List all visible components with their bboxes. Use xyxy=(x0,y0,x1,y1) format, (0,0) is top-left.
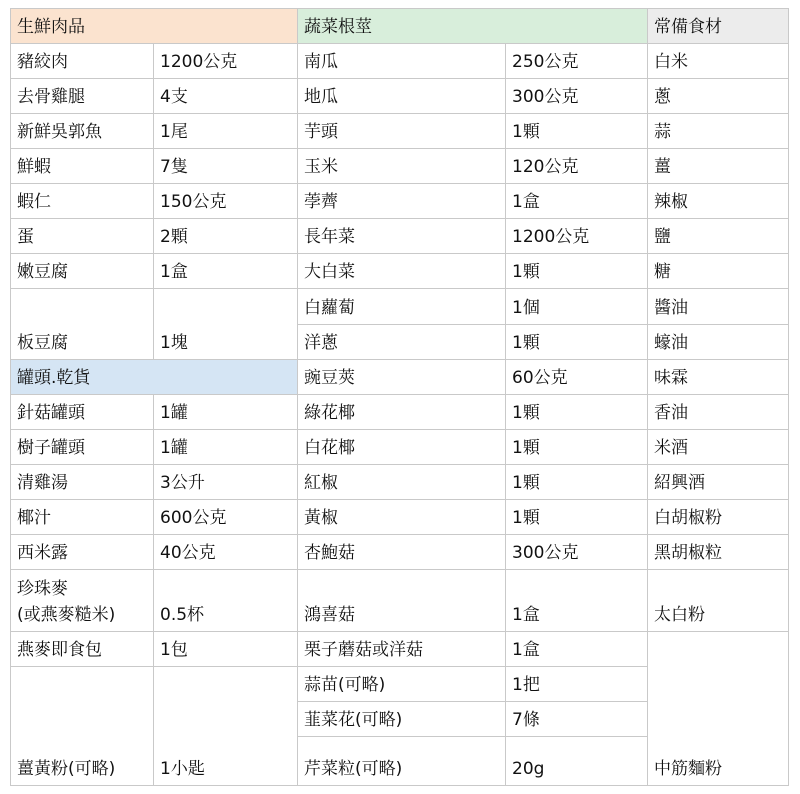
canned-name: 清雞湯 xyxy=(17,473,68,493)
header-veg[interactable] xyxy=(297,8,648,44)
pantry-item: 香油 xyxy=(654,403,688,423)
meat-qty-cell[interactable] xyxy=(153,253,298,289)
veg-name: 玉米 xyxy=(304,157,338,177)
veg-qty-cell[interactable] xyxy=(505,666,648,702)
veg-name: 白蘿蔔 xyxy=(304,298,355,318)
veg-name: 栗子蘑菇或洋菇 xyxy=(304,640,423,660)
veg-qty: 7條 xyxy=(512,710,540,730)
veg-name-cell[interactable] xyxy=(297,78,506,114)
veg-qty-cell[interactable] xyxy=(505,701,648,737)
pantry-item: 白胡椒粉 xyxy=(654,508,722,528)
veg-name-cell[interactable] xyxy=(297,359,506,395)
veg-qty: 1顆 xyxy=(512,122,540,142)
veg-qty: 1盒 xyxy=(512,640,540,660)
pantry-cell[interactable] xyxy=(647,569,789,632)
veg-name-cell[interactable] xyxy=(297,324,506,360)
veg-name-cell[interactable] xyxy=(297,736,506,786)
meat-name-cell[interactable] xyxy=(10,218,154,254)
meat-name: 蛋 xyxy=(17,227,34,247)
header-meat-label: 生鮮肉品 xyxy=(17,17,85,37)
veg-name-cell[interactable] xyxy=(297,631,506,667)
veg-name-cell[interactable] xyxy=(297,288,506,325)
veg-name: 杏鮑菇 xyxy=(304,543,355,563)
canned-name: 樹子罐頭 xyxy=(17,438,85,458)
pantry-item: 中筋麵粉 xyxy=(654,759,722,779)
pantry-cell[interactable] xyxy=(647,218,789,254)
header-pantry-label: 常備食材 xyxy=(654,17,722,37)
veg-qty-cell[interactable] xyxy=(505,359,648,395)
veg-name-cell[interactable] xyxy=(297,569,506,632)
veg-qty: 300公克 xyxy=(512,87,579,107)
veg-qty-cell[interactable] xyxy=(505,569,648,632)
canned-qty: 600公克 xyxy=(160,508,227,528)
canned-qty: 40公克 xyxy=(160,543,216,563)
veg-qty-cell[interactable] xyxy=(505,113,648,149)
pantry-item: 米酒 xyxy=(654,438,688,458)
veg-qty-cell[interactable] xyxy=(505,78,648,114)
veg-name-cell[interactable] xyxy=(297,183,506,219)
pantry-cell[interactable] xyxy=(647,464,789,500)
meat-name-cell[interactable] xyxy=(10,43,154,79)
pantry-item: 味霖 xyxy=(654,368,688,388)
header-canned-label: 罐頭.乾貨 xyxy=(17,368,91,388)
canned-name: 薑黃粉(可略) xyxy=(17,759,116,779)
canned-qty: 1罐 xyxy=(160,403,188,423)
canned-qty: 0.5杯 xyxy=(160,605,205,625)
veg-qty: 1把 xyxy=(512,675,540,695)
veg-name-cell[interactable] xyxy=(297,253,506,289)
veg-qty: 250公克 xyxy=(512,52,579,72)
canned-name-cell[interactable] xyxy=(10,429,154,465)
canned-qty: 3公升 xyxy=(160,473,205,493)
veg-name-cell[interactable] xyxy=(297,666,506,702)
veg-name-cell[interactable] xyxy=(297,218,506,254)
canned-qty-cell[interactable] xyxy=(153,499,298,535)
canned-qty: 1小匙 xyxy=(160,759,205,779)
veg-qty: 20g xyxy=(512,759,545,779)
meat-qty: 4支 xyxy=(160,87,188,107)
pantry-cell[interactable] xyxy=(647,359,789,395)
veg-name: 地瓜 xyxy=(304,87,338,107)
meat-name: 鮮蝦 xyxy=(17,157,51,177)
veg-qty-cell[interactable] xyxy=(505,288,648,325)
canned-name-cell[interactable] xyxy=(10,499,154,535)
veg-qty-cell[interactable] xyxy=(505,43,648,79)
meat-qty: 150公克 xyxy=(160,192,227,212)
veg-qty-cell[interactable] xyxy=(505,148,648,184)
pantry-cell[interactable] xyxy=(647,78,789,114)
veg-qty: 1顆 xyxy=(512,508,540,528)
canned-qty: 1罐 xyxy=(160,438,188,458)
meat-name-cell[interactable] xyxy=(10,288,154,360)
veg-qty: 120公克 xyxy=(512,157,579,177)
pantry-cell[interactable] xyxy=(647,113,789,149)
header-pantry[interactable] xyxy=(647,8,789,44)
pantry-item: 醬油 xyxy=(654,298,688,318)
canned-qty-cell[interactable] xyxy=(153,666,298,786)
veg-name-cell[interactable] xyxy=(297,534,506,570)
canned-name-cell[interactable] xyxy=(10,464,154,500)
veg-qty-cell[interactable] xyxy=(505,218,648,254)
veg-name-cell[interactable] xyxy=(297,429,506,465)
meat-qty-cell[interactable] xyxy=(153,113,298,149)
veg-name: 黃椒 xyxy=(304,508,338,528)
pantry-cell[interactable] xyxy=(647,631,789,786)
canned-qty-cell[interactable] xyxy=(153,429,298,465)
canned-qty-cell[interactable] xyxy=(153,394,298,430)
veg-name: 紅椒 xyxy=(304,473,338,493)
pantry-item: 薑 xyxy=(654,157,671,177)
meat-qty: 1200公克 xyxy=(160,52,238,72)
meat-name-cell[interactable] xyxy=(10,113,154,149)
meat-name: 新鮮吳郭魚 xyxy=(17,122,102,142)
veg-name: 荸薺 xyxy=(304,192,338,212)
canned-qty: 1包 xyxy=(160,640,188,660)
pantry-item: 紹興酒 xyxy=(654,473,705,493)
veg-qty-cell[interactable] xyxy=(505,499,648,535)
veg-qty: 1個 xyxy=(512,298,540,318)
meat-qty-cell[interactable] xyxy=(153,43,298,79)
veg-qty-cell[interactable] xyxy=(505,253,648,289)
canned-qty-cell[interactable] xyxy=(153,569,298,632)
header-canned[interactable] xyxy=(10,359,298,395)
pantry-item: 糖 xyxy=(654,262,671,282)
meat-name: 去骨雞腿 xyxy=(17,87,85,107)
canned-name-cell[interactable] xyxy=(10,631,154,667)
veg-name-cell[interactable] xyxy=(297,113,506,149)
canned-name-line1: 珍珠麥 xyxy=(17,579,68,599)
pantry-cell[interactable] xyxy=(647,183,789,219)
pantry-cell[interactable] xyxy=(647,148,789,184)
veg-name: 蒜苗(可略) xyxy=(304,675,386,695)
pantry-cell[interactable] xyxy=(647,324,789,360)
pantry-item: 白米 xyxy=(654,52,688,72)
veg-name: 大白菜 xyxy=(304,262,355,282)
meat-qty: 7隻 xyxy=(160,157,188,177)
pantry-cell[interactable] xyxy=(647,253,789,289)
canned-name-cell[interactable] xyxy=(10,394,154,430)
canned-name: 燕麥即食包 xyxy=(17,640,102,660)
pantry-cell[interactable] xyxy=(647,43,789,79)
pantry-item: 黑胡椒粒 xyxy=(654,543,722,563)
veg-qty-cell[interactable] xyxy=(505,534,648,570)
canned-name-line2: (或燕麥糙米) xyxy=(17,605,116,625)
meat-qty-cell[interactable] xyxy=(153,78,298,114)
veg-qty: 1顆 xyxy=(512,438,540,458)
canned-name: 針菇罐頭 xyxy=(17,403,85,423)
veg-name: 南瓜 xyxy=(304,52,338,72)
meat-name-cell[interactable] xyxy=(10,253,154,289)
meat-name: 蝦仁 xyxy=(17,192,51,212)
veg-qty: 1顆 xyxy=(512,333,540,353)
veg-name: 洋蔥 xyxy=(304,333,338,353)
meat-name: 板豆腐 xyxy=(17,333,68,353)
meat-qty: 2顆 xyxy=(160,227,188,247)
canned-qty-cell[interactable] xyxy=(153,534,298,570)
veg-name-cell[interactable] xyxy=(297,701,506,737)
veg-name: 白花椰 xyxy=(304,438,355,458)
pantry-item: 蒜 xyxy=(654,122,671,142)
veg-name: 綠花椰 xyxy=(304,403,355,423)
veg-name: 豌豆莢 xyxy=(304,368,355,388)
veg-qty-cell[interactable] xyxy=(505,324,648,360)
veg-qty: 1顆 xyxy=(512,403,540,423)
pantry-cell[interactable] xyxy=(647,394,789,430)
pantry-item: 辣椒 xyxy=(654,192,688,212)
meat-qty-cell[interactable] xyxy=(153,288,298,360)
canned-qty-cell[interactable] xyxy=(153,631,298,667)
meat-name-cell[interactable] xyxy=(10,183,154,219)
meat-name-cell[interactable] xyxy=(10,78,154,114)
veg-name: 芹菜粒(可略) xyxy=(304,759,403,779)
meat-qty: 1盒 xyxy=(160,262,188,282)
canned-name: 椰汁 xyxy=(17,508,51,528)
canned-name-cell[interactable] xyxy=(10,666,154,786)
pantry-cell[interactable] xyxy=(647,534,789,570)
veg-qty: 1200公克 xyxy=(512,227,590,247)
meat-qty-cell[interactable] xyxy=(153,183,298,219)
veg-qty-cell[interactable] xyxy=(505,464,648,500)
pantry-cell[interactable] xyxy=(647,499,789,535)
veg-name-cell[interactable] xyxy=(297,499,506,535)
canned-name-cell[interactable] xyxy=(10,569,154,632)
veg-qty-cell[interactable] xyxy=(505,631,648,667)
veg-name: 鴻喜菇 xyxy=(304,605,355,625)
veg-name-cell[interactable] xyxy=(297,43,506,79)
canned-qty-cell[interactable] xyxy=(153,464,298,500)
pantry-item: 蔥 xyxy=(654,87,671,107)
veg-qty: 300公克 xyxy=(512,543,579,563)
veg-qty: 1盒 xyxy=(512,605,540,625)
veg-qty: 1盒 xyxy=(512,192,540,212)
meat-name: 嫩豆腐 xyxy=(17,262,68,282)
meat-qty: 1尾 xyxy=(160,122,188,142)
veg-qty: 1顆 xyxy=(512,262,540,282)
veg-name: 長年菜 xyxy=(304,227,355,247)
veg-name-cell[interactable] xyxy=(297,148,506,184)
canned-name-cell[interactable] xyxy=(10,534,154,570)
veg-qty-cell[interactable] xyxy=(505,394,648,430)
veg-name-cell[interactable] xyxy=(297,394,506,430)
pantry-item: 蠔油 xyxy=(654,333,688,353)
pantry-cell[interactable] xyxy=(647,429,789,465)
shopping-list-table xyxy=(10,8,789,786)
veg-qty-cell[interactable] xyxy=(505,429,648,465)
meat-name-cell[interactable] xyxy=(10,148,154,184)
header-veg-label: 蔬菜根莖 xyxy=(304,17,372,37)
veg-qty: 1顆 xyxy=(512,473,540,493)
veg-qty: 60公克 xyxy=(512,368,568,388)
meat-qty-cell[interactable] xyxy=(153,148,298,184)
veg-qty-cell[interactable] xyxy=(505,736,648,786)
header-meat[interactable] xyxy=(10,8,298,44)
meat-name: 豬絞肉 xyxy=(17,52,68,72)
pantry-item: 鹽 xyxy=(654,227,671,247)
veg-qty-cell[interactable] xyxy=(505,183,648,219)
veg-name: 韮菜花(可略) xyxy=(304,710,403,730)
canned-name: 西米露 xyxy=(17,543,68,563)
veg-name: 芋頭 xyxy=(304,122,338,142)
pantry-cell[interactable] xyxy=(647,288,789,325)
pantry-item: 太白粉 xyxy=(654,605,705,625)
veg-name-cell[interactable] xyxy=(297,464,506,500)
meat-qty-cell[interactable] xyxy=(153,218,298,254)
meat-qty: 1塊 xyxy=(160,333,188,353)
